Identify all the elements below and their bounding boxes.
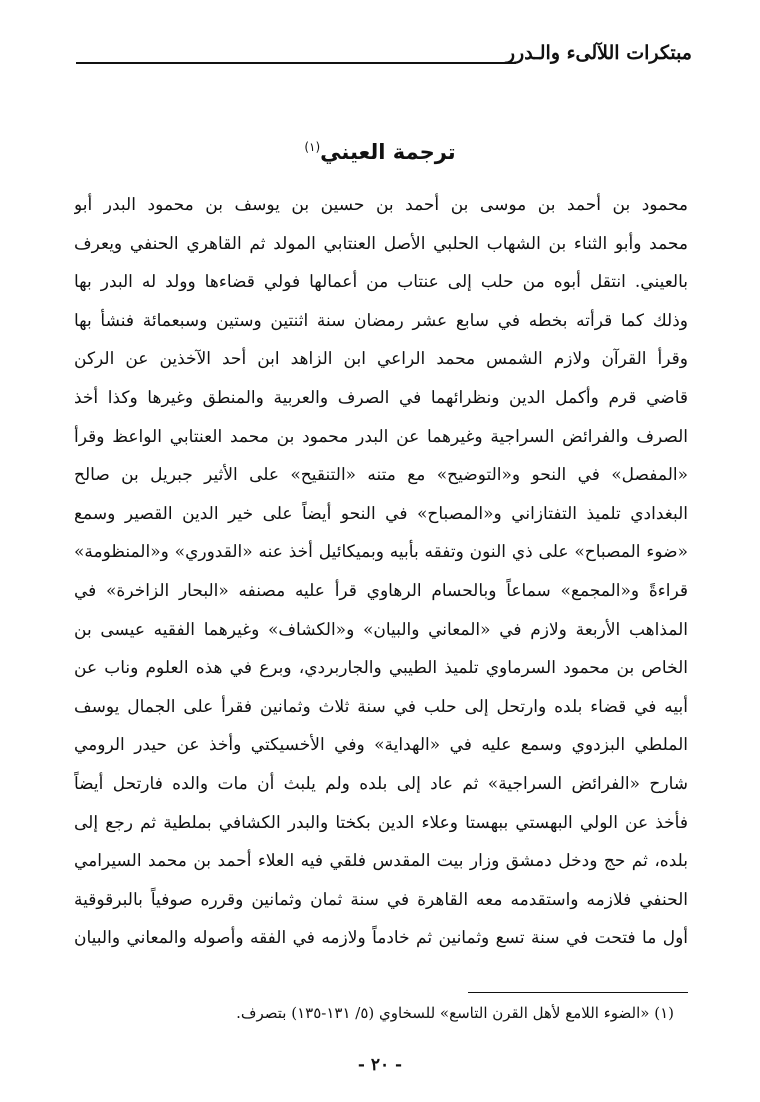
body-line: قراءةً و«المجمع» سماعاً وبالحسام الرهاوي قرأ عليه مصنفه «البحار الزاخرة» في — [74, 580, 688, 601]
body-line: الملطي البزدوي وسمع عليه في «الهداية» وفي الأخسيكتي وأخذ عن حيدر الرومي — [74, 735, 688, 756]
running-header — [76, 42, 692, 72]
footnote: (١) «الضوء اللامع لأهل القرن التاسع» للسخاوي (٥/ ١٣١-١٣٥) بتصرف. — [236, 1004, 674, 1022]
body-line: بالعيني. انتقل أبوه من حلب إلى عنتاب من أعمالها فولي قضاءها وولد له البدر بها — [74, 272, 688, 293]
body-line: الخاص بن محمود السرماوي تلميذ الطيبي والجاربردي، وبرع في هذه العلوم وناب عن — [74, 658, 688, 679]
page-number: - ٢٠ - — [357, 1055, 403, 1075]
chapter-title — [0, 140, 760, 164]
footnote-marker: (١) — [304, 140, 321, 154]
body-text — [74, 186, 688, 958]
body-line: محمود بن أحمد بن موسى بن أحمد بن حسين بن يوسف بن محمود البدر أبو — [74, 195, 688, 215]
chapter-title-text: ترجمة العيني — [320, 140, 456, 164]
body-line: محمد وأبو الثناء بن الشهاب الحلبي الأصل العنتابي المولد ثم القاهري الحنفي ويعرف — [74, 233, 688, 254]
body-line: قاضي قرم وأكمل الدين ونظرائهما في الصرف والعربية والمنطق وغيرها وكذا أخذ — [74, 387, 688, 408]
body-line: وقرأ القرآن ولازم الشمس محمد الراعي ابن الزاهد ابن أحد الآخذين عن الركن — [74, 349, 688, 370]
body-line: «المفصل» في النحو و«التوضيح» مع متنه «التنقيح» على الأثير جبريل بن صالح — [74, 465, 688, 486]
body-line: فأخذ عن الولي البهستي ببهستا وعلاء الدين بكختا والبدر الكشافي بملطية ثم رجع إلى — [74, 812, 688, 833]
body-line: أبيه في قضاء بلده وارتحل إلى حلب في سنة ثلاث وثمانين فقرأ على الجمال يوسف — [74, 696, 688, 717]
body-line: شارح «الفرائض السراجية» ثم عاد إلى بلده ولم يلبث أن مات والده فارتحل أيضاً — [74, 773, 688, 794]
running-header-title: مبتكرات اللآلىء والـدرر — [505, 42, 692, 64]
body-line: الحنفي فلازمه واستقدمه معه القاهرة في سنة ثمان وثمانين وقرره صوفياً بالبرقوقية — [74, 889, 688, 910]
body-line: بلده، ثم حج ودخل دمشق وزار بيت المقدس فلقي فيه العلاء أحمد بن محمد السيرامي — [74, 851, 688, 872]
body-line: وذلك كما قرأته بخطه في سابع عشر رمضان سنة اثنتين وستين وسبعمائة فنشأ بها — [74, 310, 688, 331]
footnote-rule — [468, 992, 688, 993]
body-line: المذاهب الأربعة ولازم في «المعاني والبيان» و«الكشاف» وغيرهما الفقيه عيسى بن — [74, 619, 688, 640]
body-line: البغدادي تلميذ التفتازاني و«المصباح» في النحو أيضاً على خير الدين القصير وسمع — [74, 503, 688, 524]
body-line: «ضوء المصباح» على ذي النون وتفقه بأبيه وبميكائيل أخذ عنه «القدوري» و«المنظومة» — [74, 542, 688, 563]
body-line: أول ما فتحت في سنة تسع وثمانين ثم خادماً ولازمه في الفقه وأصوله والمعاني والبيان — [74, 928, 688, 949]
body-line: الصرف والفرائض السراجية وغيرهما عن البدر محمود بن محمد العنتابي الواعظ وقرأ — [74, 426, 688, 447]
header-rule — [76, 62, 516, 64]
